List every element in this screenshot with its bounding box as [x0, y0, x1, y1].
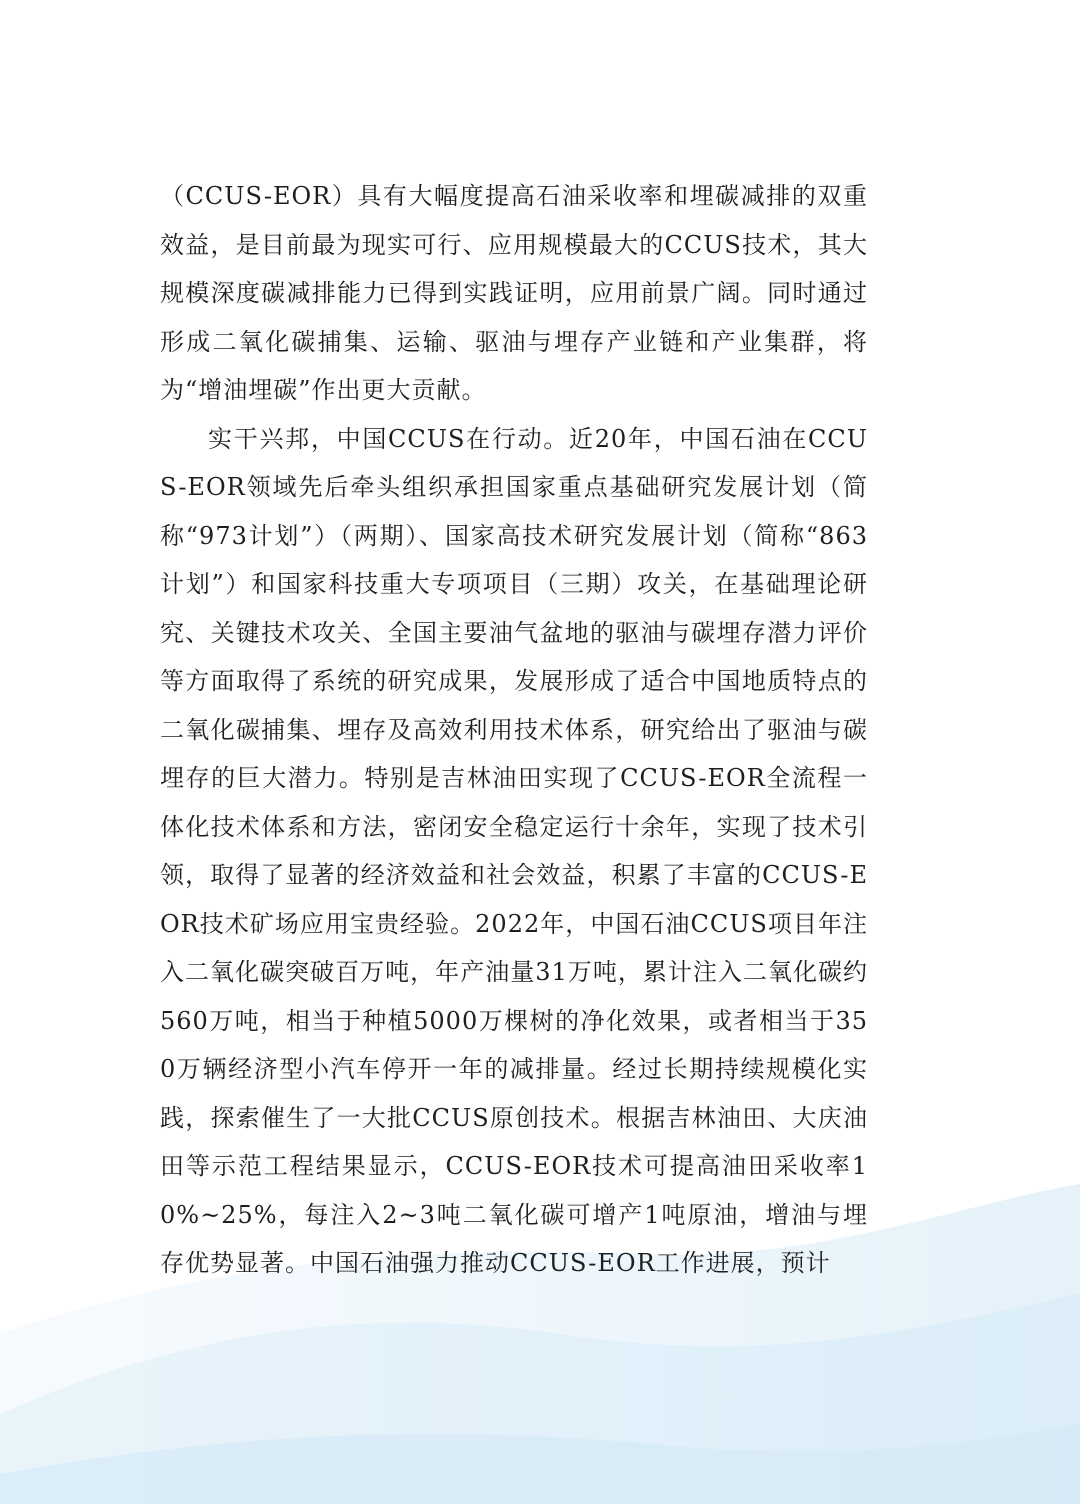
paragraph-continuation: （CCUS-EOR）具有大幅度提高石油采收率和埋碳减排的双重效益，是目前最为现实可行、应用规模最大的CCUS技术，其大规模深度碳减排能力已得到实践证明，应用前景广阔。同时通过形成二氧化碳捕集、运输、驱油与埋存产业链和产业集群，将为“增油埋碳”作出更大贡献。: [160, 182, 868, 404]
paragraph-ccus-in-action: 实干兴邦，中国CCUS在行动。近20年，中国石油在CCUS-EOR领域先后牵头组织承担国家重点基础研究发展计划（简称“973计划”）（两期）、国家高技术研究发展计划（简称“863计划”）和国家科技重大专项项目（三期）攻关，在基础理论研究、关键技术攻关、全国主要油气盆地的驱油与碳埋存潜力评价等方面取得了系统的研究成果，发展形成了适合中国地质特点的二氧化碳捕集、埋存及高效利用技术体系，研究给出了驱油与碳埋存的巨大潜力。特别是吉林油田实现了CCUS-EOR全流程一体化技术体系和方法，密闭安全稳定运行十余年，实现了技术引领，取得了显著的经济效益和社会效益，积累了丰富的CCUS-EOR技术矿场应用宝贵经验。2022年，中国石油CCUS项目年注入二氧化碳突破百万吨，年产油量31万吨，累计注入二氧化碳约560万吨，相当于种植5000万棵树的净化效果，或者相当于350万辆经济型小汽车停开一年的减排量。经过长期持续规模化实践，探索催生了一大批CCUS原创技术。根据吉林油田、大庆油田等示范工程结果显示，CCUS-EOR技术可提高油田采收率10%~25%，每注入2~3吨二氧化碳可增产1吨原油，增油与埋存优势显著。中国石油强力推动CCUS-EOR工作进展，预计: [160, 424, 868, 1277]
body-text: [160, 172, 868, 1288]
